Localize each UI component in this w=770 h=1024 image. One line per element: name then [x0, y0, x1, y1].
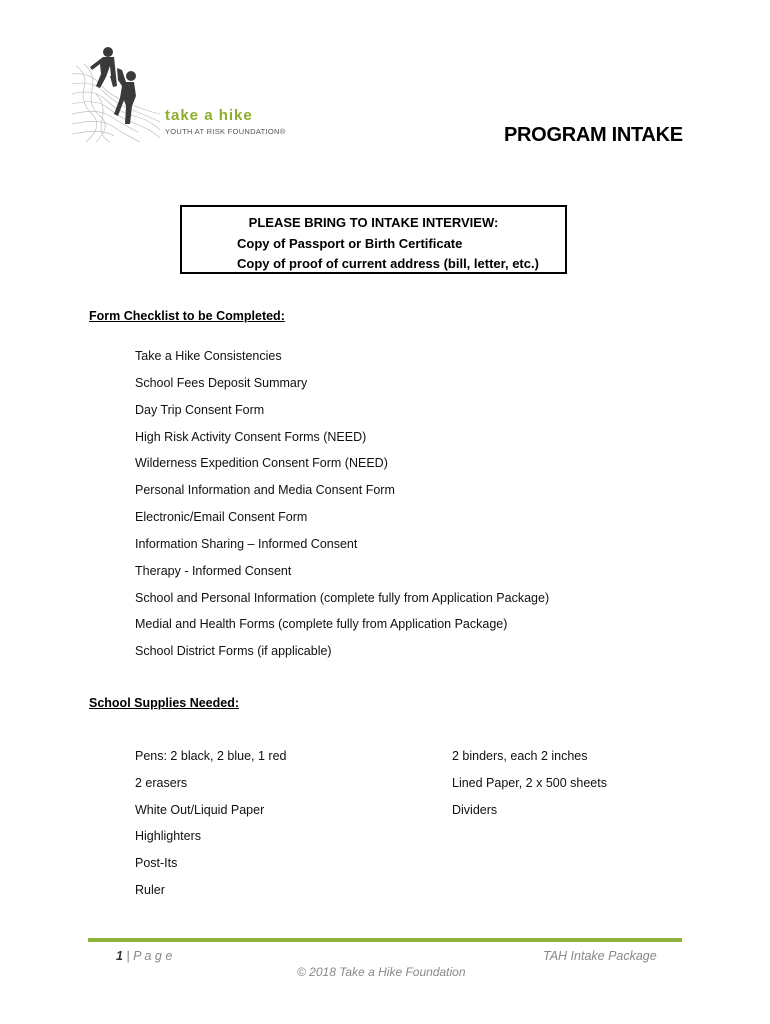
form-checklist-heading: Form Checklist to be Completed: — [89, 309, 285, 323]
checklist-item-label: School Fees Deposit Summary — [135, 376, 308, 390]
supply-item-label: White Out/Liquid Paper — [135, 803, 265, 817]
bring-box-heading: PLEASE BRING TO INTAKE INTERVIEW: — [248, 215, 499, 230]
checklist-item-label: Therapy - Informed Consent — [135, 564, 292, 578]
supply-item-label: 2 erasers — [135, 776, 188, 790]
checklist-item-label: Information Sharing – Informed Consent — [135, 537, 358, 551]
school-supplies-heading: School Supplies Needed: — [89, 696, 240, 710]
bring-item-label: Copy of Passport or Birth Certificate — [237, 236, 463, 251]
checklist-item-label: Electronic/Email Consent Form — [135, 510, 308, 524]
footer-document-name: TAH Intake Package — [543, 949, 657, 963]
supply-item-label: Ruler — [135, 883, 165, 897]
checklist-item-label: Day Trip Consent Form — [135, 403, 265, 417]
logo — [70, 44, 310, 144]
brand-subtitle: YOUTH AT RISK FOUNDATION® — [165, 127, 286, 136]
footer-page-number — [116, 949, 172, 963]
bring-item-label: Copy of proof of current address (bill, letter, etc.) — [237, 256, 539, 271]
supply-item-label: Dividers — [452, 803, 498, 817]
footer-copyright: © 2018 Take a Hike Foundation — [297, 965, 466, 979]
supply-item-label: Highlighters — [135, 829, 202, 843]
bring-item — [215, 256, 539, 271]
supply-item-label: Post-Its — [135, 856, 178, 870]
supply-item-label: Pens: 2 black, 2 blue, 1 red — [135, 749, 287, 763]
checklist-item-label: Medial and Health Forms (complete fully from Application Package) — [135, 617, 508, 631]
supply-item-label: Lined Paper, 2 x 500 sheets — [452, 776, 607, 790]
checklist-item-label: Wilderness Expedition Consent Form (NEED) — [135, 456, 388, 470]
checklist-item-label: School District Forms (if applicable) — [135, 644, 332, 658]
checklist-item-label: Personal Information and Media Consent Form — [135, 483, 395, 497]
page-number: 1 — [116, 949, 123, 963]
hikers-mountain-logo — [70, 44, 160, 144]
bring-to-interview-box — [180, 205, 567, 274]
brand-name: take a hike — [165, 107, 253, 124]
bring-item — [215, 236, 462, 251]
footer-rule — [88, 938, 682, 942]
checklist-item-label: School and Personal Information (complete fully from Application Package) — [135, 591, 550, 605]
page-title: PROGRAM INTAKE — [504, 124, 683, 146]
checklist-item-label: Take a Hike Consistencies — [135, 349, 282, 363]
supply-item-label: 2 binders, each 2 inches — [452, 749, 588, 763]
checklist-item-label: High Risk Activity Consent Forms (NEED) — [135, 430, 367, 444]
page-label: | P a g e — [122, 949, 173, 963]
